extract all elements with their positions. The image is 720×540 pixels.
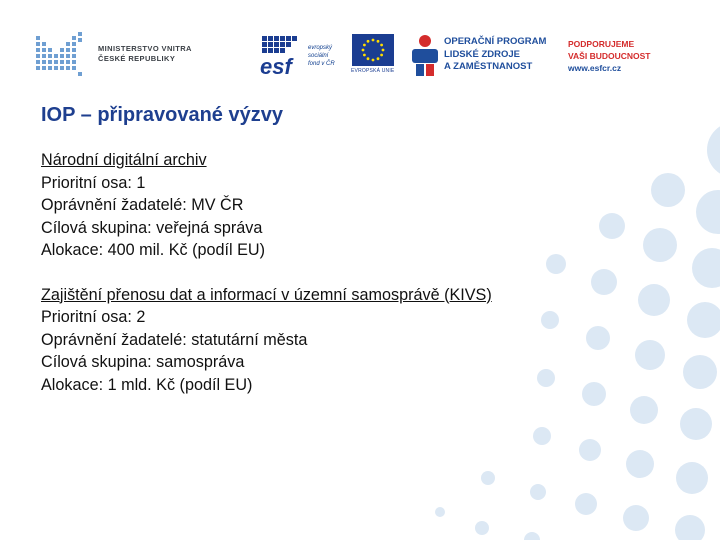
esf-caption-line1: evropský: [308, 45, 333, 51]
support-url: www.esfcr.cz: [568, 63, 622, 73]
op-lzz-figure-icon: [410, 34, 440, 78]
esf-caption-line2: sociální: [308, 53, 329, 59]
op-lzz-line3: A ZAMĚSTNANOST: [444, 61, 533, 72]
call-detail-line: Prioritní osa: 1: [41, 173, 146, 192]
esf-caption-line3: fond v ČR: [308, 61, 335, 67]
call-block-kivs: [41, 284, 492, 397]
ministry-name-line1: MINISTERSTVO VNITRA: [98, 44, 192, 53]
esf-eu-logo: [258, 34, 396, 76]
call-detail-line: Cílová skupina: veřejná správa: [41, 218, 263, 237]
op-lzz-line1: OPERAČNÍ PROGRAM: [444, 36, 547, 47]
call-block-archive: [41, 149, 492, 262]
call-detail-line: Oprávnění žadatelé: statutární města: [41, 330, 308, 349]
eu-flag-icon: [352, 34, 394, 66]
slide-title: IOP – připravované výzvy: [41, 104, 283, 126]
op-lzz-line2: LIDSKÉ ZDROJE: [444, 48, 521, 60]
eu-caption: EVROPSKÁ UNIE: [351, 68, 395, 74]
call-heading: Národní digitální archiv: [41, 151, 207, 169]
call-detail-line: Prioritní osa: 2: [41, 308, 146, 326]
call-detail-line: Alokace: 1 mld. Kč (podíl EU): [41, 375, 253, 394]
call-detail-line: Alokace: 400 mil. Kč (podíl EU): [41, 241, 266, 259]
header-logos-bar: [0, 0, 720, 95]
svg-text:esf: esf: [260, 54, 292, 76]
support-line2: VAŠI BUDOUCNOST: [568, 51, 651, 61]
call-detail-line: Cílová skupina: samospráva: [41, 353, 245, 371]
esf-mark-icon: [258, 34, 306, 76]
ministry-name-line2: ČESKÉ REPUBLIKY: [98, 54, 176, 63]
slide-content: [41, 149, 492, 418]
ministry-of-interior-logo: [36, 32, 196, 78]
call-detail-line: Oprávnění žadatelé: MV ČR: [41, 196, 244, 214]
op-lzz-logo: [410, 34, 560, 78]
ministry-dots-mark-icon: [36, 32, 94, 78]
support-tagline: [568, 38, 651, 74]
call-heading: Zajištění přenosu dat a informací v územní samosprávě (KIVS): [41, 285, 492, 304]
support-line1: PODPORUJEME: [568, 39, 635, 49]
